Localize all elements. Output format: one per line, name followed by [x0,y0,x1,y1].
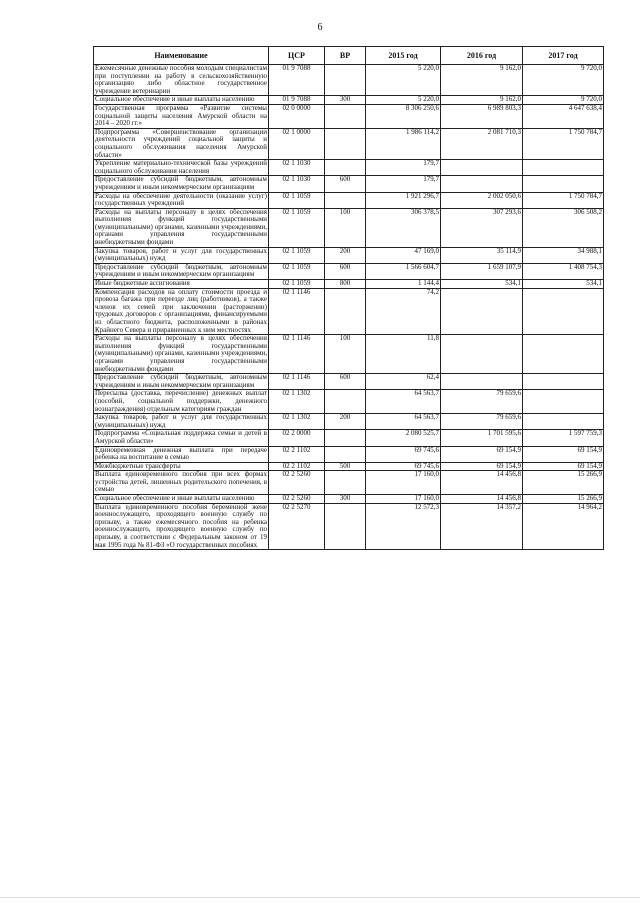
cell-2015: 64 563,7 [366,414,441,430]
cell-vr [325,390,366,414]
cell-name: Единовременная денежная выплата при передаче ребенка на воспитание в семью [95,446,267,462]
cell-2016: 69 154,9 [441,446,523,462]
cell-vr: 300 [325,495,366,504]
table-row [94,65,604,96]
table-row [94,247,604,263]
table-header-row [94,47,604,65]
table-row [94,446,604,462]
cell-vr [325,430,366,446]
cell-2015: 17 160,0 [366,495,441,504]
header-vr: ВР [325,47,366,65]
cell-csr: 02 0 0000 [269,104,325,128]
cell-name: Предоставление субсидий бюджетным, автономным учреждениям и иным некоммерческим организациям [95,373,267,389]
cell-2016: 14 357,2 [441,503,523,550]
cell-2016: 1 659 107,9 [441,263,523,279]
cell-2017: 15 266,9 [523,495,604,504]
cell-2016 [441,176,523,192]
cell-csr: 01 9 7088 [269,65,325,96]
cell-name: Предоставление субсидий бюджетным, автономным учреждениям и иным некоммерческим организациям [95,175,267,191]
cell-csr: 02 2 5270 [269,503,325,550]
cell-vr [325,471,366,495]
header-2016: 2016 год [441,47,523,65]
cell-2016: 69 154,9 [441,462,523,471]
cell-name: Социальное обеспечение и иные выплаты населению [94,96,269,105]
cell-2016: 79 659,6 [441,390,523,414]
header-csr: ЦСР [269,47,325,65]
cell-2015: 17 160,0 [366,471,441,495]
table-row [94,128,604,159]
table-row [94,96,604,105]
cell-2015: 1 921 296,7 [366,192,441,208]
cell-2017: 69 154,9 [523,462,604,471]
cell-2017: 1 597 759,3 [523,430,604,446]
cell-2015: 179,7 [366,160,441,176]
cell-2017: 4 647 638,4 [523,104,604,128]
cell-name: Государственная программа «Развитие системы социальной защиты населения Амурской области на 2014 – 2020 гг.» [95,104,267,128]
cell-2015: 1 986 114,2 [366,128,441,159]
cell-2016: 307 293,6 [441,208,523,247]
cell-2017: 1 408 754,3 [523,263,604,279]
cell-2016: 9 162,0 [441,65,523,96]
cell-vr: 600 [325,176,366,192]
cell-2015: 11,8 [366,335,441,374]
table-row [94,160,604,176]
cell-2015: 64 563,7 [366,390,441,414]
cell-2017: 1 750 784,7 [523,128,604,159]
cell-csr: 02 1 1059 [269,192,325,208]
cell-2016 [441,374,523,390]
table-row [94,104,604,128]
cell-name: Пересылка (доставка, перечисление) денежных выплат (пособий, социальной поддержки, денежного вознаграждения) отдельным категориям граждан [95,389,267,413]
cell-2015: 5 220,0 [366,65,441,96]
table-row [94,503,604,550]
cell-vr: 200 [325,414,366,430]
cell-csr: 02 2 0000 [269,430,325,446]
cell-name: Выплата единовременного пособия беременной жене военнослужащего, проходящего военную службу по призыву, а также ежемесячного пособия на ребенка военнослужащего, проходящего военную службу по призыву, в соответствии с Федеральным законом от 19 мая 1995 года № 81-ФЗ «О государственных пособиях [95,503,267,549]
cell-vr [325,288,366,335]
cell-2016: 2 081 710,3 [441,128,523,159]
table-row [94,208,604,247]
cell-2017: 306 508,2 [523,208,604,247]
cell-2016: 534,1 [441,280,523,289]
cell-name: Расходы на выплаты персоналу в целях обеспечения выполнения функций государственными (муниципальными) органами, казенными учреждениями, органами управления государственными внебюджетными фондами [95,334,267,373]
cell-2017 [523,176,604,192]
cell-2017: 9 720,0 [523,96,604,105]
cell-2015: 69 745,6 [366,462,441,471]
cell-2016 [441,335,523,374]
table-row [94,288,604,335]
cell-csr: 02 2 5260 [269,471,325,495]
cell-2015: 69 745,6 [366,446,441,462]
table-body [94,65,604,550]
cell-2017: 69 154,9 [523,446,604,462]
table-row [94,280,604,289]
cell-2015: 74,2 [366,288,441,335]
cell-2016: 6 989 803,3 [441,104,523,128]
cell-csr: 02 1 1146 [269,288,325,335]
cell-vr: 600 [325,263,366,279]
cell-name: Расходы на обеспечение деятельности (оказание услуг) государственных учреждений [95,192,267,208]
cell-2015: 1 144,4 [366,280,441,289]
cell-2017 [523,390,604,414]
header-2015: 2015 год [366,47,441,65]
table-row [94,263,604,279]
cell-2017: 15 266,9 [523,471,604,495]
cell-2017: 534,1 [523,280,604,289]
cell-2015: 8 306 250,6 [366,104,441,128]
cell-2015: 306 378,5 [366,208,441,247]
cell-csr: 02 1 1059 [269,263,325,279]
cell-vr [325,128,366,159]
cell-vr: 100 [325,335,366,374]
cell-name: Выплата единовременного пособия при всех формах устройства детей, лишенных родительского попечения, в семью [95,470,267,494]
cell-csr: 02 1 1146 [269,335,325,374]
page-bottom-edge [0,897,640,898]
cell-csr: 02 1 0000 [269,128,325,159]
cell-2016: 14 456,8 [441,471,523,495]
cell-csr: 02 2 1102 [269,446,325,462]
cell-name: Социальное обеспечение и иные выплаты населению [94,495,269,504]
cell-2016: 1 701 595,6 [441,430,523,446]
table-row [94,414,604,430]
page-number: 6 [317,22,323,33]
header-2017: 2017 год [523,47,604,65]
table-row [94,335,604,374]
cell-name: Расходы на выплаты персоналу в целях обеспечения выполнения функций государственными (муниципальными) органами, казенными учреждениями, органами управления государственными внебюджетными фондами [95,208,267,247]
cell-name: Подпрограмма «Совершенствование организации деятельности учреждений социальной защиты и социального обслуживания населения Амурской области» [95,128,267,159]
cell-csr: 02 1 1059 [269,247,325,263]
table-row [94,176,604,192]
cell-vr [325,192,366,208]
cell-csr: 02 1 1302 [269,414,325,430]
cell-2016: 14 456,8 [441,495,523,504]
cell-name: Укрепление материально-технической базы учреждений социального обслуживания населения [95,159,267,175]
table-row [94,390,604,414]
cell-2016 [441,160,523,176]
table-row [94,462,604,471]
cell-csr: 02 1 1059 [269,208,325,247]
cell-csr: 02 2 5260 [269,495,325,504]
cell-vr: 200 [325,247,366,263]
header-name: Наименование [94,47,269,65]
cell-2017: 9 720,0 [523,65,604,96]
table-row [94,430,604,446]
cell-csr: 02 2 1102 [269,462,325,471]
cell-csr: 02 1 1030 [269,176,325,192]
table-row [94,374,604,390]
table-row [94,192,604,208]
cell-2017 [523,160,604,176]
cell-2017 [523,414,604,430]
cell-vr: 300 [325,96,366,105]
cell-vr: 500 [325,462,366,471]
cell-vr: 100 [325,208,366,247]
cell-2015: 1 566 604,7 [366,263,441,279]
cell-name: Иные бюджетные ассигнования [94,280,269,289]
cell-2016: 2 002 050,6 [441,192,523,208]
cell-2015: 5 220,0 [366,96,441,105]
cell-2016: 35 114,9 [441,247,523,263]
cell-2017 [523,335,604,374]
cell-name: Межбюджетные трансферты [94,462,269,471]
cell-2016: 79 659,6 [441,414,523,430]
cell-csr: 02 1 1030 [269,160,325,176]
cell-2015: 12 572,3 [366,503,441,550]
budget-table [93,46,604,550]
table-row [94,471,604,495]
cell-vr [325,503,366,550]
cell-vr [325,104,366,128]
cell-2016 [441,288,523,335]
cell-2017 [523,288,604,335]
cell-2016: 9 162,0 [441,96,523,105]
cell-2017: 1 750 784,7 [523,192,604,208]
cell-name: Закупка товаров, работ и услуг для государственных (муниципальных) нужд [95,247,267,263]
cell-2017: 14 964,2 [523,503,604,550]
cell-2017 [523,374,604,390]
cell-csr: 02 1 1059 [269,280,325,289]
table-row [94,495,604,504]
cell-2015: 62,4 [366,374,441,390]
cell-vr [325,446,366,462]
cell-2015: 47 169,0 [366,247,441,263]
cell-name: Компенсация расходов на оплату стоимости проезда и провоза багажа при переезде лиц (работников), а также членов их семей при заключении (расторжении) трудовых договоров с организациями, финансируемыми из областного бюджета, расположенными в районах Крайнего Севера и приравненных к ним местностях [95,288,267,334]
cell-name: Закупка товаров, работ и услуг для государственных (муниципальных) нужд [95,413,267,429]
cell-name: Ежемесячные денежные пособия молодым специалистам при поступлении на работу в сельскохозяйственную организацию либо областное государственное учреждение ветеринарии [95,64,267,95]
cell-name: Подпрограмма «Социальная поддержка семьи и детей в Амурской области» [95,429,267,445]
cell-vr [325,160,366,176]
cell-csr: 02 1 1146 [269,374,325,390]
cell-csr: 01 9 7088 [269,96,325,105]
cell-vr [325,65,366,96]
cell-2015: 179,7 [366,176,441,192]
cell-name: Предоставление субсидий бюджетным, автономным учреждениям и иным некоммерческим организациям [95,263,267,279]
cell-vr: 800 [325,280,366,289]
cell-csr: 02 1 1302 [269,390,325,414]
cell-vr: 600 [325,374,366,390]
cell-2017: 34 988,1 [523,247,604,263]
cell-2015: 2 080 525,7 [366,430,441,446]
